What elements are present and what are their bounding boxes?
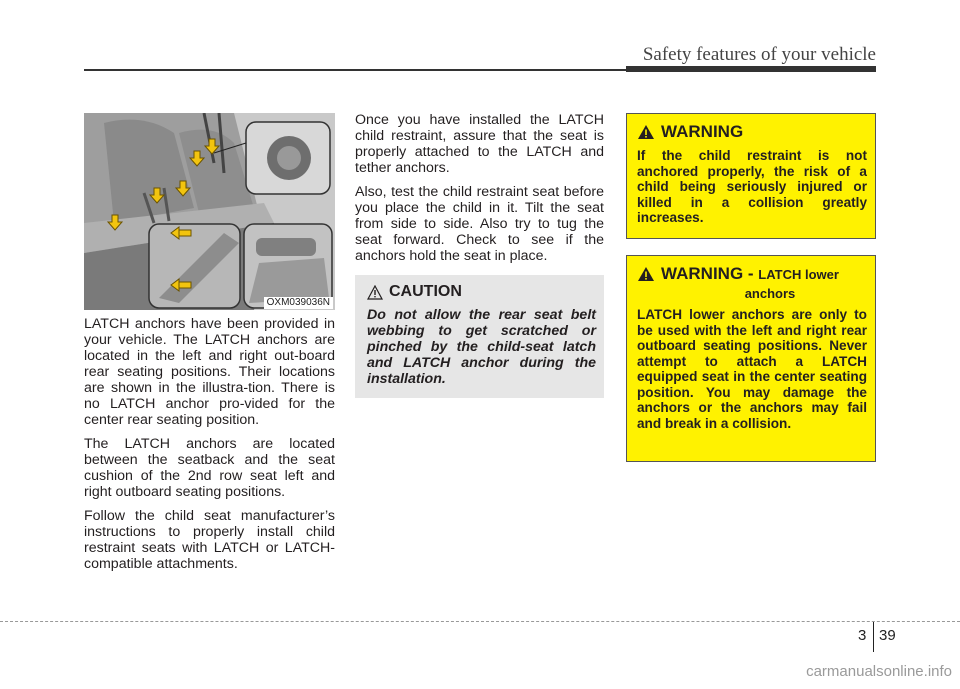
caution-box [355,275,604,398]
warning-triangle-icon [637,266,655,282]
warning-title: WARNING [661,122,744,141]
middle-paragraph: Also, test the child restraint seat before you place the child in it. Tilt the seat from side to side. Also try to tug the seat forward. Check to see if the anchors hold the seat in place. [355,184,604,264]
caution-triangle-icon [367,285,383,300]
chapter-number: 3 [858,627,867,644]
warning-triangle-icon [637,124,655,140]
caution-header [367,283,596,301]
watermark: carmanualsonline.info [806,663,952,680]
caution-title: CAUTION [389,283,462,300]
page-number-divider [873,622,874,652]
caution-body: Do not allow the rear seat belt webbing to get scratched or pinched by the child-seat latch and LATCH anchor during the installation. [367,307,596,387]
warning-subtitle: LATCH lower [758,267,839,282]
warning-box-child-restraint [626,113,876,239]
latch-anchor-illustration [84,113,335,310]
warning-box-latch-lower-anchors [626,255,876,462]
warning-header [637,264,867,284]
warning-body: If the child restraint is not anchored properly, the risk of a child being seriously injured or killed in a collision greatly increases. [637,148,867,225]
warning-body: LATCH lower anchors are only to be used with the left and right rear outboard seating positions. Never attempt to attach a LATCH equipped seat in the center seating position. You may damage the anchors or the anchors may fail and break in a collision. [637,307,867,431]
warning-title-group [661,264,839,284]
left-paragraph: LATCH anchors have been provided in your vehicle. The LATCH anchors are located in the left and right out-board rear seating positions. Their locations are shown in the illustra-tion. There is no LATCH anchor pro-vided for the center rear seating position. [84,316,335,428]
page-number: 39 [879,627,896,644]
header-rule-accent [626,66,876,72]
footer-dashed-rule [0,621,960,622]
figure-code: OXM039036N [264,297,333,309]
left-paragraph: Follow the child seat manufacturer’s instructions to properly install child restraint seats with LATCH or LATCH-compatible attachments. [84,508,335,572]
middle-column-text [355,112,604,272]
header-rule [84,69,626,71]
left-column-text [84,316,335,580]
warning-subtitle-line2: anchors [744,286,796,301]
warning-header [637,122,867,142]
page-header-title: Safety features of your vehicle [642,44,876,65]
middle-paragraph: Once you have installed the LATCH child restraint, assure that the seat is properly attached to the LATCH and tether anchors. [355,112,604,176]
warning-title: WARNING - [661,264,754,283]
left-paragraph: The LATCH anchors are located between the seatback and the seat cushion of the 2nd row seat left and right outboard seating positions. [84,436,335,500]
